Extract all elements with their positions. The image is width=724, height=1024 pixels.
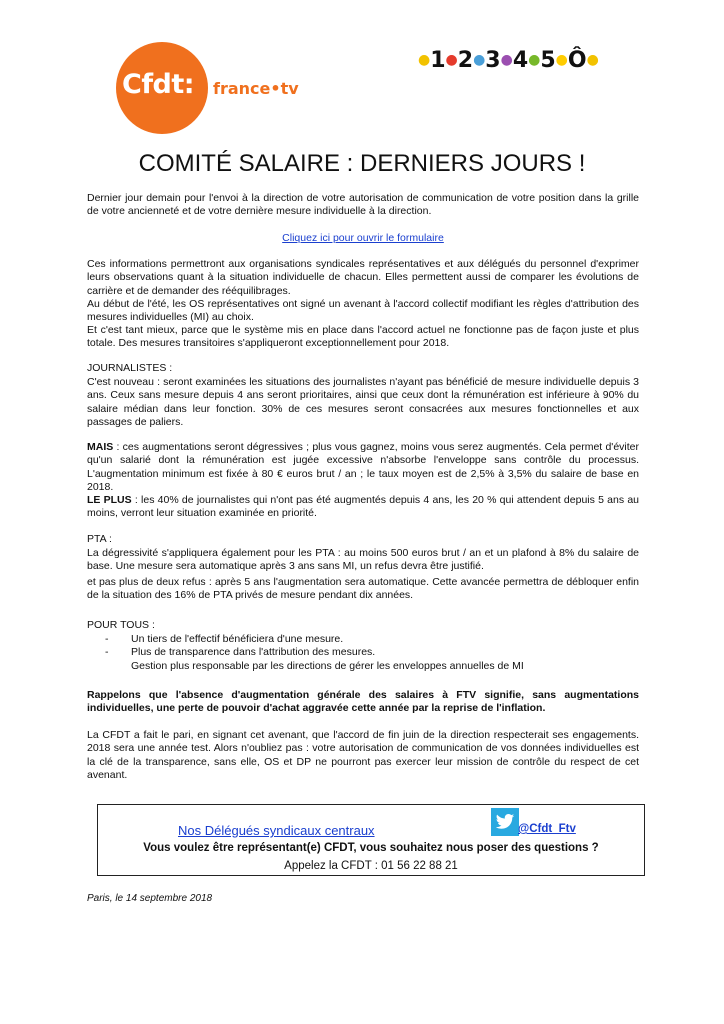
channel-5: 5 bbox=[540, 48, 556, 73]
channel-2: 2 bbox=[457, 48, 474, 73]
channel-numbers: ●1●2●3●4●5●Ô● bbox=[418, 48, 599, 73]
document-date: Paris, le 14 septembre 2018 bbox=[87, 893, 213, 904]
journalistes-paragraph: C'est nouveau : seront examinées les situations des journalistes n'ayant pas bénéficié de mesure individuelle depuis 3 ans. Ceux sans mesure depuis 4 ans seront prioritaires, ainsi que ceux dont la rémunération est inférieure à 90% du salaire médian dans leur fonction. 30% de ces mesures seront consacrées aux mesures fonctionnelles et aux passages de paliers. bbox=[87, 376, 639, 429]
intro-paragraph: Dernier jour demain pour l'envoi à la direction de votre autorisation de communication de votre position dans la grille de votre ancienneté et de votre dernière mesure individuelle à la direction. bbox=[87, 192, 639, 218]
channel-o: Ô bbox=[567, 48, 587, 73]
journalistes-heading: JOURNALISTES : bbox=[87, 362, 173, 374]
pour-tous-note: Gestion plus responsable par les directions de gérer les enveloppes annuelles de MI bbox=[131, 659, 524, 672]
pour-tous-item-1: Un tiers de l'effectif bénéficiera d'une mesure. bbox=[131, 633, 344, 645]
closing-paragraph: La CFDT a fait le pari, en signant cet avenant, que l'accord de fin juin de la direction respecterait ses engagements. 2018 sera une année test. Alors n'oubliez pas : votre autorisation de communication de vos données individuelles est la clé de la transparence, sans elle, OS et DP ne pourront pas exercer leur mission de contrôle du respect de cet avenant. bbox=[87, 729, 639, 782]
channel-1: 1 bbox=[430, 48, 446, 73]
channel-4: 4 bbox=[512, 48, 529, 73]
francetv-logo: france•tv bbox=[213, 79, 299, 98]
info-paragraph-3: Et c'est tant mieux, parce que le système mis en place dans l'accord actuel ne fonctionne pas de façon juste et plus totale. Des mesures transitoires s'appliqueront exceptionnellement pour 2018. bbox=[87, 324, 639, 350]
delegues-link[interactable]: Nos Délégués syndicaux centraux bbox=[178, 823, 375, 838]
info-paragraph-2: Au début de l'été, les OS représentatives ont signé un avenant à l'accord collectif modifiant les règles d'attribution des mesures individuelles (MI) au choix. bbox=[87, 298, 639, 324]
mais-text: : ces augmentations seront dégressives ; plus vous gagnez, moins vous serez augmentés. Cela permet d'éviter qu'un salarié dont la rémunération est jugée excessive n'absorbe l'enveloppe sans contrôle du processus. L'augmentation minimum est fixée à 80 € euros brut / an ; le taux moyen est de 2,5% à 3,5% du salaire de base en 2018. bbox=[87, 441, 639, 494]
pour-tous-heading: POUR TOUS : bbox=[87, 619, 155, 631]
form-link-line bbox=[87, 232, 639, 245]
pta-line-2: et pas plus de deux refus : après 5 ans l'augmentation sera automatique. Cette avancée permettra de débloquer enfin de la situation des 16% de PTA privés de mesure pendant dix années. bbox=[87, 576, 639, 602]
list-item: - Un tiers de l'effectif bénéficiera d'une mesure. bbox=[105, 633, 344, 645]
rappel-paragraph: Rappelons que l'absence d'augmentation générale des salaires à FTV signifie, sans augmentations individuelles, une perte de pouvoir d'achat aggravée cette année par la reprise de l'inflation. bbox=[87, 689, 639, 715]
pour-tous-item-2: Plus de transparence dans l'attribution des mesures. bbox=[131, 646, 376, 659]
channel-3: 3 bbox=[485, 48, 501, 73]
plus-paragraph bbox=[87, 494, 639, 521]
contact-phone: Appelez la CFDT : 01 56 22 88 21 bbox=[284, 860, 458, 872]
cfdt-logo bbox=[116, 42, 208, 134]
pta-heading: PTA : bbox=[87, 533, 112, 545]
mais-paragraph bbox=[87, 441, 639, 495]
pta-line-1: La dégressivité s'appliquera également pour les PTA : au moins 500 euros brut / an et un plafond à 8% du salaire de base. Une mesure sera automatique après 3 ans sans MI, un refus devra être justifié. bbox=[87, 547, 639, 573]
contact-box bbox=[97, 804, 645, 876]
cfdt-logo-text: Cfdt: bbox=[122, 69, 195, 100]
contact-question: Vous voulez être représentant(e) CFDT, vous souhaitez nous poser des questions ? bbox=[143, 842, 599, 854]
mais-label: MAIS bbox=[87, 441, 114, 453]
plus-text: : les 40% de journalistes qui n'ont pas été augmentés depuis 4 ans, les 20 % qui attendent depuis 5 ans au moins, verront leur situation examinée en priorité. bbox=[87, 494, 639, 520]
twitter-handle-link[interactable]: @Cfdt_Ftv bbox=[518, 823, 576, 835]
list-item bbox=[87, 660, 639, 673]
plus-label: LE PLUS bbox=[87, 494, 132, 506]
pour-tous-list bbox=[87, 633, 639, 673]
page-title: COMITÉ SALAIRE : DERNIERS JOURS ! bbox=[138, 150, 586, 177]
form-link[interactable]: Cliquez ici pour ouvrir le formulaire bbox=[282, 232, 444, 244]
list-item: - Plus de transparence dans l'attribution des mesures. bbox=[105, 646, 376, 659]
info-paragraph-1: Ces informations permettront aux organisations syndicales représentatives et aux délégués du personnel d'exprimer leurs observations quant à la situation individuelle de chacun. Elles permettent aussi de comparer les évolutions de carrière et de demander des rééquilibrages. bbox=[87, 258, 639, 297]
twitter-icon[interactable] bbox=[491, 808, 519, 836]
